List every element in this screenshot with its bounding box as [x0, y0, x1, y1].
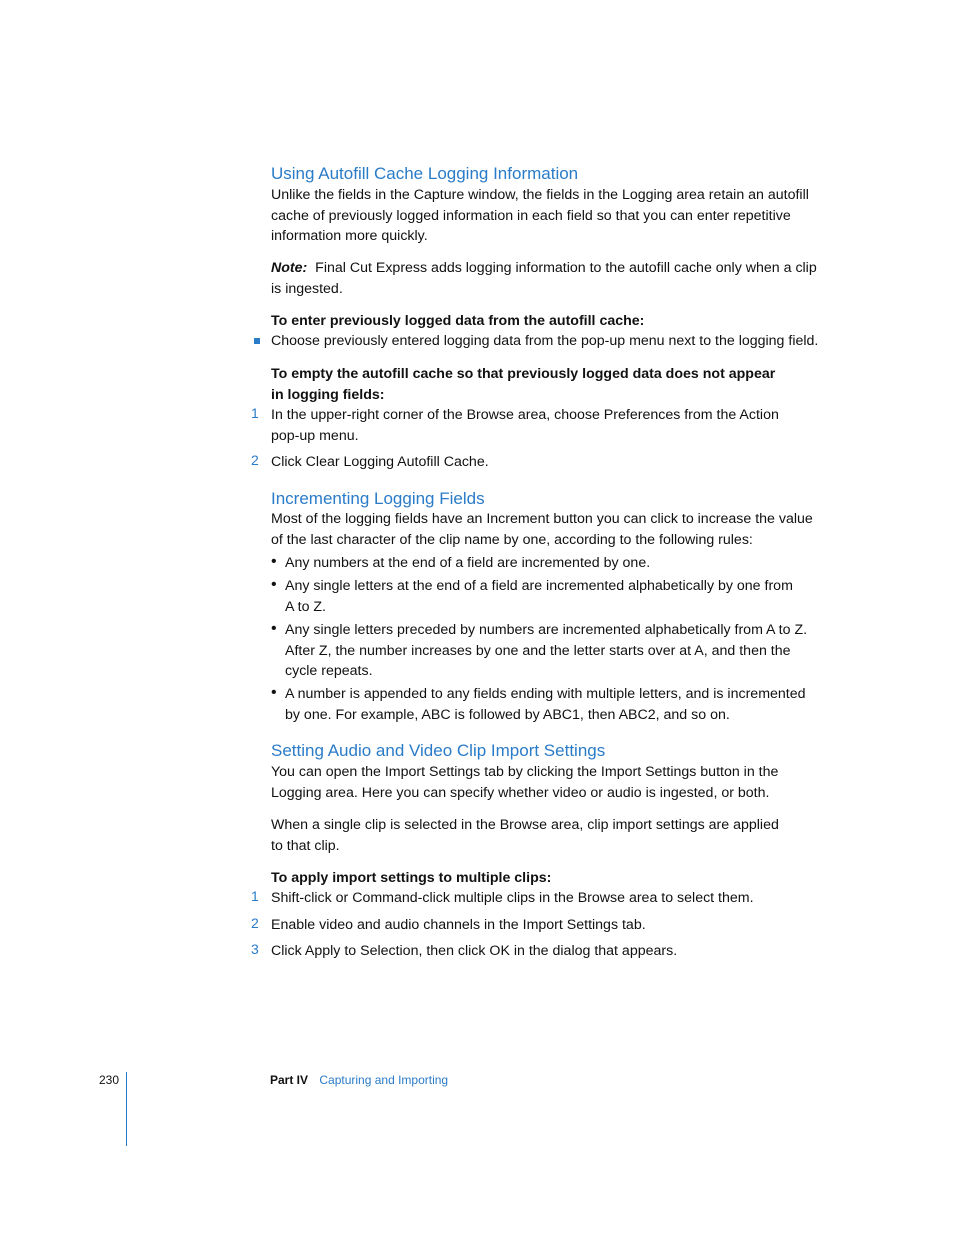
text-line: [271, 258, 831, 279]
page-number: 230: [99, 1073, 120, 1087]
list-item: [271, 684, 831, 725]
text-line: of the last character of the clip name by one, according to the following rules:: [271, 531, 753, 548]
numbered-step: [251, 888, 831, 909]
numbered-step: [251, 915, 831, 936]
single-clip-paragraph: [271, 815, 831, 856]
incrementing-intro-paragraph: [271, 509, 831, 550]
footer-part-label: [270, 1073, 448, 1087]
text-line: You can open the Import Settings tab by clicking the Import Settings button in the: [271, 764, 779, 780]
text-line: A to Z.: [285, 598, 327, 615]
text-line: Most of the logging fields have an Increment button you can click to increase the value: [271, 511, 813, 527]
text-line: cycle repeats.: [285, 663, 373, 679]
step-number: 2: [251, 452, 259, 468]
text-line: After Z, the number increases by one and the letter starts over at A, and then the: [285, 642, 791, 659]
text-line: Any single letters at the end of a field are incremented alphabetically by one from: [285, 578, 793, 594]
list-item: [271, 576, 831, 617]
list-item: [271, 553, 831, 574]
section-heading-import-settings: Setting Audio and Video Clip Import Settings: [271, 741, 606, 760]
bullet-icon: •: [271, 553, 277, 570]
text-line: pop-up menu.: [271, 427, 359, 444]
step-number: 3: [251, 941, 259, 957]
text-line: to that clip.: [271, 837, 340, 854]
text-line: To empty the autofill cache so that previously logged data does not appear: [271, 366, 776, 382]
footer-divider: [126, 1072, 127, 1146]
text-line: by one. For example, ABC is followed by ABC1, then ABC2, and so on.: [285, 706, 730, 723]
task-heading-empty-cache: [271, 364, 831, 405]
text-line: When a single clip is selected in the Browse area, clip import settings are applied: [271, 817, 779, 833]
section-heading-incrementing: Incrementing Logging Fields: [271, 489, 485, 508]
task-item: [271, 331, 831, 352]
bullet-icon: •: [271, 620, 277, 637]
square-bullet-icon: [254, 338, 260, 344]
text-line: Logging area. Here you can specify whether video or audio is ingested, or both.: [271, 784, 770, 801]
text-line: Any single letters preceded by numbers are incremented alphabetically from A to Z.: [285, 622, 808, 638]
step-text: Enable video and audio channels in the Import Settings tab.: [271, 917, 646, 933]
numbered-step: [251, 452, 831, 473]
note-label: Note:: [271, 260, 308, 276]
text-line: Any numbers at the end of a field are incremented by one.: [285, 555, 651, 571]
step-number: 1: [251, 888, 259, 904]
text-line: in logging fields:: [271, 386, 385, 403]
text-line: Unlike the fields in the Capture window, the fields in the Logging area retain an autofill: [271, 187, 809, 203]
text-line: information more quickly.: [271, 228, 428, 244]
note-text: Final Cut Express adds logging information to the autofill cache only when a clip: [315, 260, 817, 276]
text-line: is ingested.: [271, 280, 343, 297]
numbered-step: [251, 941, 831, 962]
section-heading-autofill: Using Autofill Cache Logging Information: [271, 164, 579, 183]
step-text: Shift-click or Command-click multiple clips in the Browse area to select them.: [271, 890, 754, 906]
task-item-text: Choose previously entered logging data from the pop-up menu next to the logging field.: [271, 333, 819, 349]
bullet-icon: •: [271, 576, 277, 593]
text-line: cache of previously logged information in each field so that you can enter repetitive: [271, 207, 791, 224]
chapter-link[interactable]: Capturing and Importing: [319, 1073, 449, 1087]
step-text: Click Apply to Selection, then click OK in the dialog that appears.: [271, 943, 678, 959]
text-line: Click Clear Logging Autofill Cache.: [271, 454, 489, 470]
autofill-intro-paragraph: [271, 185, 831, 247]
text-line: A number is appended to any fields ending with multiple letters, and is incremented: [285, 686, 806, 702]
list-item: [271, 620, 831, 682]
bullet-icon: •: [271, 684, 277, 701]
task-heading-multiple-clips: To apply import settings to multiple clips:: [271, 870, 552, 886]
text-line: In the upper-right corner of the Browse area, choose Preferences from the Action: [271, 407, 779, 423]
step-number: 1: [251, 405, 259, 421]
part-label: Part IV: [270, 1073, 309, 1087]
task-heading-enter-data: To enter previously logged data from the autofill cache:: [271, 313, 645, 329]
numbered-step: [251, 405, 831, 446]
step-number: 2: [251, 915, 259, 931]
note-paragraph: [271, 258, 831, 299]
import-intro-paragraph: [271, 762, 831, 803]
